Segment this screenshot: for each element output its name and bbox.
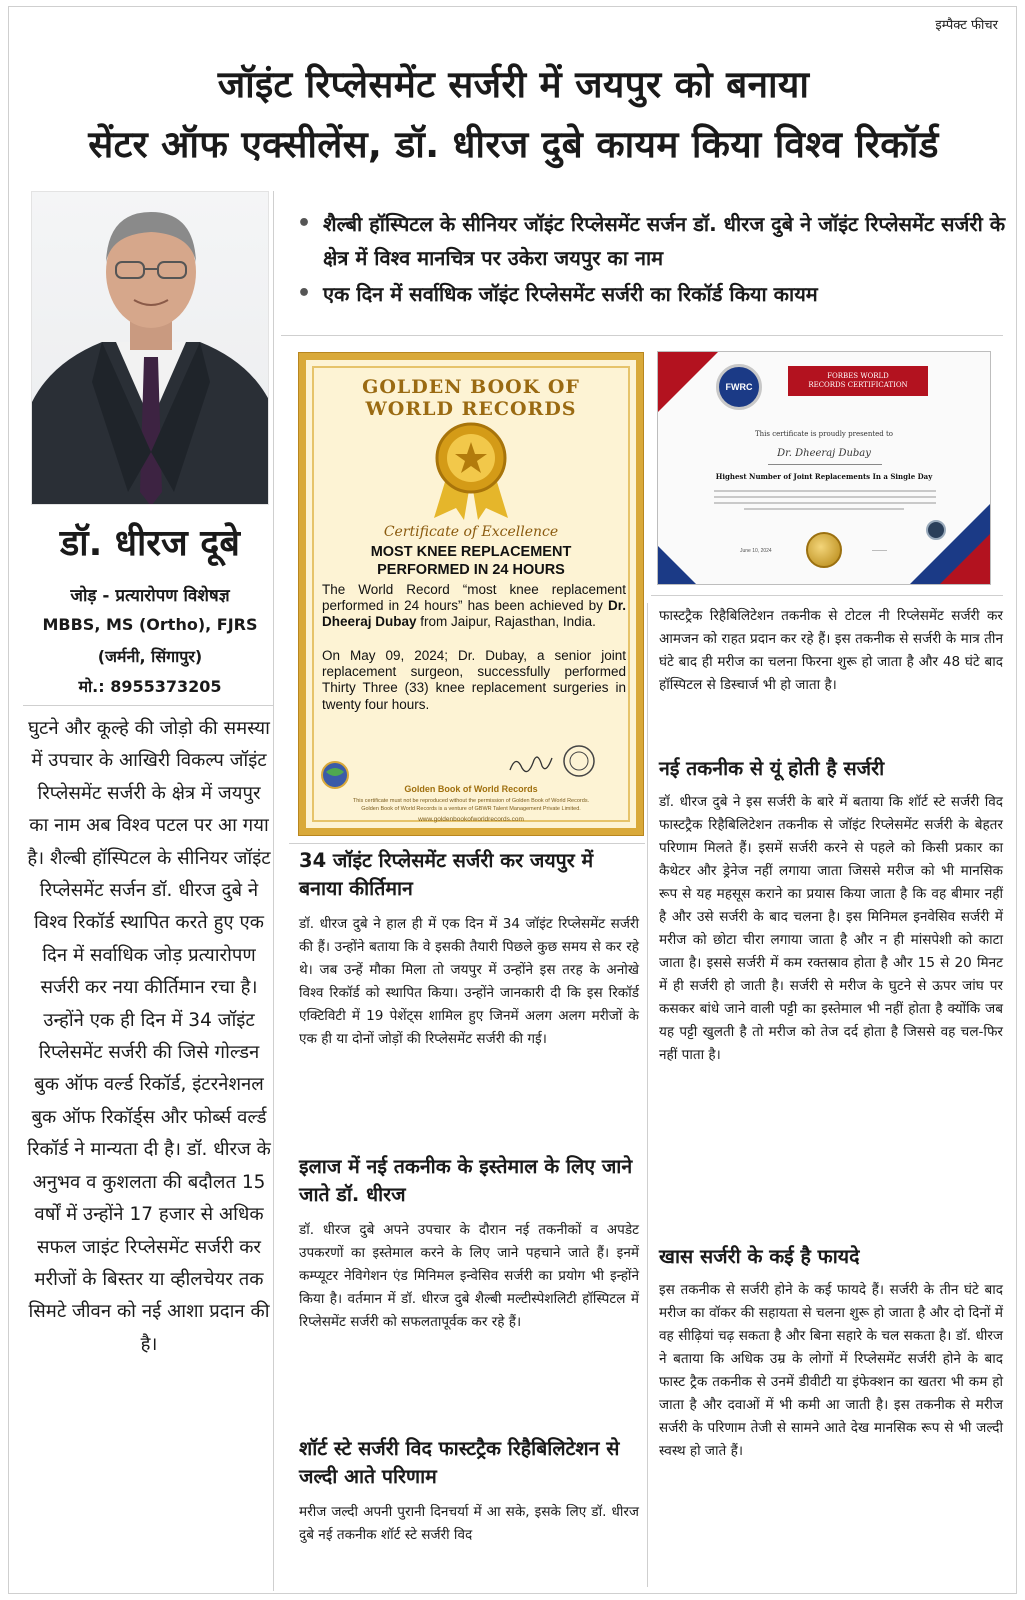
headline-line-2: सेंटर ऑफ एक्सीलेंस, डॉ. धीरज दुबे कायम किया विश्व रिकॉर्ड xyxy=(88,123,939,166)
certificate-fineprint: Golden Book of World Records is a venture of GBWR Talent Management Private Limited. xyxy=(361,806,581,812)
section-heading: खास सर्जरी के कई है फायदे xyxy=(659,1245,860,1268)
doctor-specialty: जोड़ - प्रत्यारोपण विशेषज्ञ xyxy=(70,586,230,606)
doctor-countries: (जर्मनी, सिंगापुर) xyxy=(97,647,203,666)
certificate-body xyxy=(322,582,626,631)
badge-icon xyxy=(926,520,946,540)
article-paragraph: इस तकनीक से सर्जरी होने के कई फायदे हैं। सर्जरी के तीन घंटे बाद मरीज का वॉकर की सहायता से चलना शुरू हो जाता है और दो दिनों में वह सीढ़ियां चढ़ सकता है और बिना सहारे के चल सकता है। डॉ. धीरज ने बताया कि अधिक उम्र के लोगों में रिप्लेसमेंट सर्जरी होने के बाद फास्ट ट्रैक तकनीक से उनमें डीवीटी या इंफेक्शन का खतरा भी कम हो जाता है और दवाओं में भी कमी आ जाती है। इस तकनीक से मरीज सर्जरी के परिणाम तेजी से सामने आते देख मानसिक रूप से भी जल्दी स्वस्थ हो जाते हैं। xyxy=(659,1282,1003,1459)
record-heading: PERFORMED IN 24 HOURS xyxy=(377,562,565,578)
name-underline xyxy=(768,464,882,465)
divider xyxy=(651,595,1003,596)
gold-seal-icon xyxy=(806,532,842,568)
section-heading: 34 जॉइंट रिप्लेसमेंट सर्जरी कर जयपुर में बनाया कीर्तिमान xyxy=(299,849,594,900)
certificate-ribbon xyxy=(788,366,928,396)
doctor-photo xyxy=(31,191,269,505)
section-heading: शॉर्ट स्टे सर्जरी विद फास्टट्रैक रिहैबिलिटेशन से जल्दी आते परिणाम xyxy=(299,1437,620,1488)
article-paragraph: डॉ. धीरज दुबे अपने उपचार के दौरान नई तकनीकों व अपडेट उपकरणों का इस्तेमाल करने के लिए जाने पहचाने जाते हैं। इनमें कम्प्यूटर नेविगेशन एंड मिनिमल इन्वेसिव सर्जरी का प्रयोग भी इन्होंने किया है। वर्तमान में डॉ. धीरज दुबे शैल्बी मल्टीस्पेशलिटी हॉस्पिटल में रिप्लेसमेंट सर्जरी को सफलतापूर्वक कर रहे हैं। xyxy=(299,1222,639,1330)
record-heading: MOST KNEE REPLACEMENT xyxy=(370,544,572,560)
highlight-bullets xyxy=(291,207,1011,313)
certificate-record: Highest Number of Joint Replacements In a Single Day xyxy=(715,472,933,481)
certificate-date: June 10, 2024 xyxy=(740,548,772,554)
certificate-title: GOLDEN BOOK OF xyxy=(362,376,580,398)
bullet-item: • एक दिन में सर्वाधिक जॉइंट रिप्लेसमेंट सर्जरी का रिकॉर्ड किया कायम xyxy=(291,277,1011,311)
certificate-fineprint: This certificate must not be reproduced without the permission of Golden Book of World Records. xyxy=(352,798,590,804)
doctor-name: डॉ. धीरज दूबे xyxy=(60,523,240,564)
section-heading: इलाज में नई तकनीक के इस्तेमाल के लिए जाने जाते डॉ. धीरज xyxy=(299,1155,633,1206)
divider xyxy=(289,843,645,844)
doctor-mobile: मो.: 8955373205 xyxy=(78,677,222,696)
certificate-org: Golden Book of World Records xyxy=(404,784,538,794)
signature-icon xyxy=(506,748,556,778)
column-divider xyxy=(647,603,648,1587)
text-line xyxy=(714,490,936,492)
ribbon-text: RECORDS CERTIFICATION xyxy=(808,381,908,389)
certificate-text: from Jaipur, Rajasthan, India. xyxy=(416,614,596,630)
certificate-subtitle: Certificate of Excellence xyxy=(383,524,559,540)
newspaper-page xyxy=(8,6,1017,1594)
certificate-signature-label: ——— xyxy=(872,548,887,554)
text-line xyxy=(744,508,904,510)
doctor-degrees: MBBS, MS (Ortho), FJRS xyxy=(42,615,258,634)
headline-line-1: जॉइंट रिप्लेसमेंट सर्जरी में जयपुर को बनाया xyxy=(217,63,810,106)
certificate-url: www.goldenbookofworldrecords.com xyxy=(418,816,524,823)
certificate-text: The World Record “most knee replacement performed in 24 hours” has been achieved by xyxy=(322,582,626,614)
article-paragraph: डॉ. धीरज दुबे ने हाल ही में एक दिन में 34 जॉइंट रिप्लेसमेंट सर्जरी की हैं। उन्होंने बताया कि वे इसकी तैयारी पिछले कुछ समय से कर रहे थे। जब उन्हें मौका मिला तो जयपुर में उन्होंने इस तरह के अनोखे विश्व रिकॉर्ड को स्थापित किया। उन्होंने जानकारी दी कि इस रिकॉर्ड एक्टिविटी में 19 पेशेंट्स शामिल हुए जिनमें अलग अलग मरीजों के एक ही या दोनों जोड़ों की रिप्लेसमेंट सर्जरी की गई। xyxy=(299,916,639,1047)
article-paragraph: मरीज जल्दी अपनी पुरानी दिनचर्या में आ सके, इसके लिए डॉ. धीरज दुबे नई तकनीक शॉर्ट स्टे सर्जरी विद xyxy=(299,1504,639,1543)
column-divider xyxy=(273,191,274,1591)
divider xyxy=(23,705,273,706)
seal-stamp-icon xyxy=(562,744,596,778)
golden-book-certificate xyxy=(299,353,643,835)
forbes-certificate xyxy=(657,351,991,585)
certificate-body: On May 09, 2024; Dr. Dubay, a senior joint replacement surgeon, successfully performed Thirty Three (33) knee replacement surgeries in twenty four hours. xyxy=(322,648,626,712)
article-paragraph: डॉ. धीरज दुबे ने इस सर्जरी के बारे में बताया कि शॉर्ट स्टे सर्जरी विद फास्टट्रैक रिहैबिलिटेशन तकनीक से जॉइंट रिप्लेसमेंट सर्जरी के बेहतर परिणाम मिलते हैं। इसमें सर्जरी करने से पहले को किसी प्रकार का कैथेटर और ड्रेनेज नहीं लगाया जाता जिससे मरीज को भी मानसिक रूप से यह महसूस कराने का प्रयास किया जाता है कि वह बीमार नहीं है और उसे सर्जरी के बाद चलना है। इस मिनिमल इनवेसिव सर्जरी में मरीज को छोटा चीरा लगाया जाता है और न ही मांसपेशी को काटा जाता है। इससे सर्जरी में कम रक्तस्राव होता है और 15 से 20 मिनट में ही सर्जरी हो जाती है। सर्जरी से मरीज के घुटने से ऊपर जांघ पर कसकर बांधे जाने वाली पट्टी का इस्तेमाल भी नहीं होता है क्योंकि जब यह पट्टी खुलती है तो मरीज को तेज दर्द होता है जिससे वह चल-फिर नहीं पाता है। xyxy=(659,794,1003,1063)
bullet-item: • शैल्बी हॉस्पिटल के सीनियर जॉइंट रिप्लेसमेंट सर्जन डॉ. धीरज दुबे ने जॉइंट रिप्लेसमेंट सर्जरी के क्षेत्र में विश्व मानचित्र पर उकेरा जयपुर का नाम xyxy=(291,207,1011,275)
text-line xyxy=(714,502,936,504)
left-column-article: घुटने और कूल्हे की जोड़ो की समस्या में उपचार के आखिरी विकल्प जॉइंट रिप्लेसमेंट सर्जरी के क्षेत्र में जयपुर का नाम अब विश्व पटल पर आ गया है। शैल्बी हॉस्पिटल के सीनियर जॉइंट रिप्लेसमेंट सर्जन डॉ. धीरज दुबे ने विश्व रिकॉर्ड स्थापित करते हुए एक दिन में सर्वाधिक जोड़ प्रत्यारोपण सर्जरी कर नया कीर्तिमान रचा है। उन्होंने एक ही दिन में 34 जॉइंट रिप्लेसमेंट सर्जरी की जिसे गोल्डन बुक ऑफ वर्ल्ड रिकॉर्ड, इंटरनेशनल बुक ऑफ रिकॉर्ड्स और फोर्ब्स वर्ल्ड रिकॉर्ड ने मान्यता दी है। डॉ. धीरज के अनुभव व कुशलता की बदौलत 15 वर्षों में उन्होंने 17 हजार से अधिक सफल जाइंट रिप्लेसमेंट सर्जरी कर मरीजों के बिस्तर या व्हीलचेयर तक सिमटे जीवन को नई आशा प्रदान की है। xyxy=(27,718,271,1355)
section-heading: नई तकनीक से यूं होती है सर्जरी xyxy=(659,757,885,780)
impact-feature-label: इम्पैक्ट फीचर xyxy=(935,18,998,33)
ribbon-text: FORBES WORLD xyxy=(827,372,889,380)
certificate-title: WORLD RECORDS xyxy=(365,398,577,420)
certificate-recipient: Dr. Dheeraj Dubay xyxy=(777,448,871,459)
certificate-recipient: Dr. Dheeraj Dubay xyxy=(322,598,626,630)
fwrc-logo: FWRC xyxy=(716,364,762,410)
text-line xyxy=(714,496,936,498)
divider xyxy=(281,335,1003,336)
certificate-presented: This certificate is proudly presented to xyxy=(754,430,894,438)
gold-medal-icon xyxy=(426,420,516,520)
article-paragraph: फास्टट्रैक रिहैबिलिटेशन तकनीक से टोटल नी रिप्लेसमेंट सर्जरी कर आमजन को राहत प्रदान कर रहे हैं। इस तकनीक से सर्जरी के मात्र तीन घंटे बाद ही मरीज का चलना फिरना शुरू हो जाता है और 48 घंटे बाद हॉस्पिटल से डिस्चार्ज भी हो जाता है। xyxy=(659,608,1003,693)
